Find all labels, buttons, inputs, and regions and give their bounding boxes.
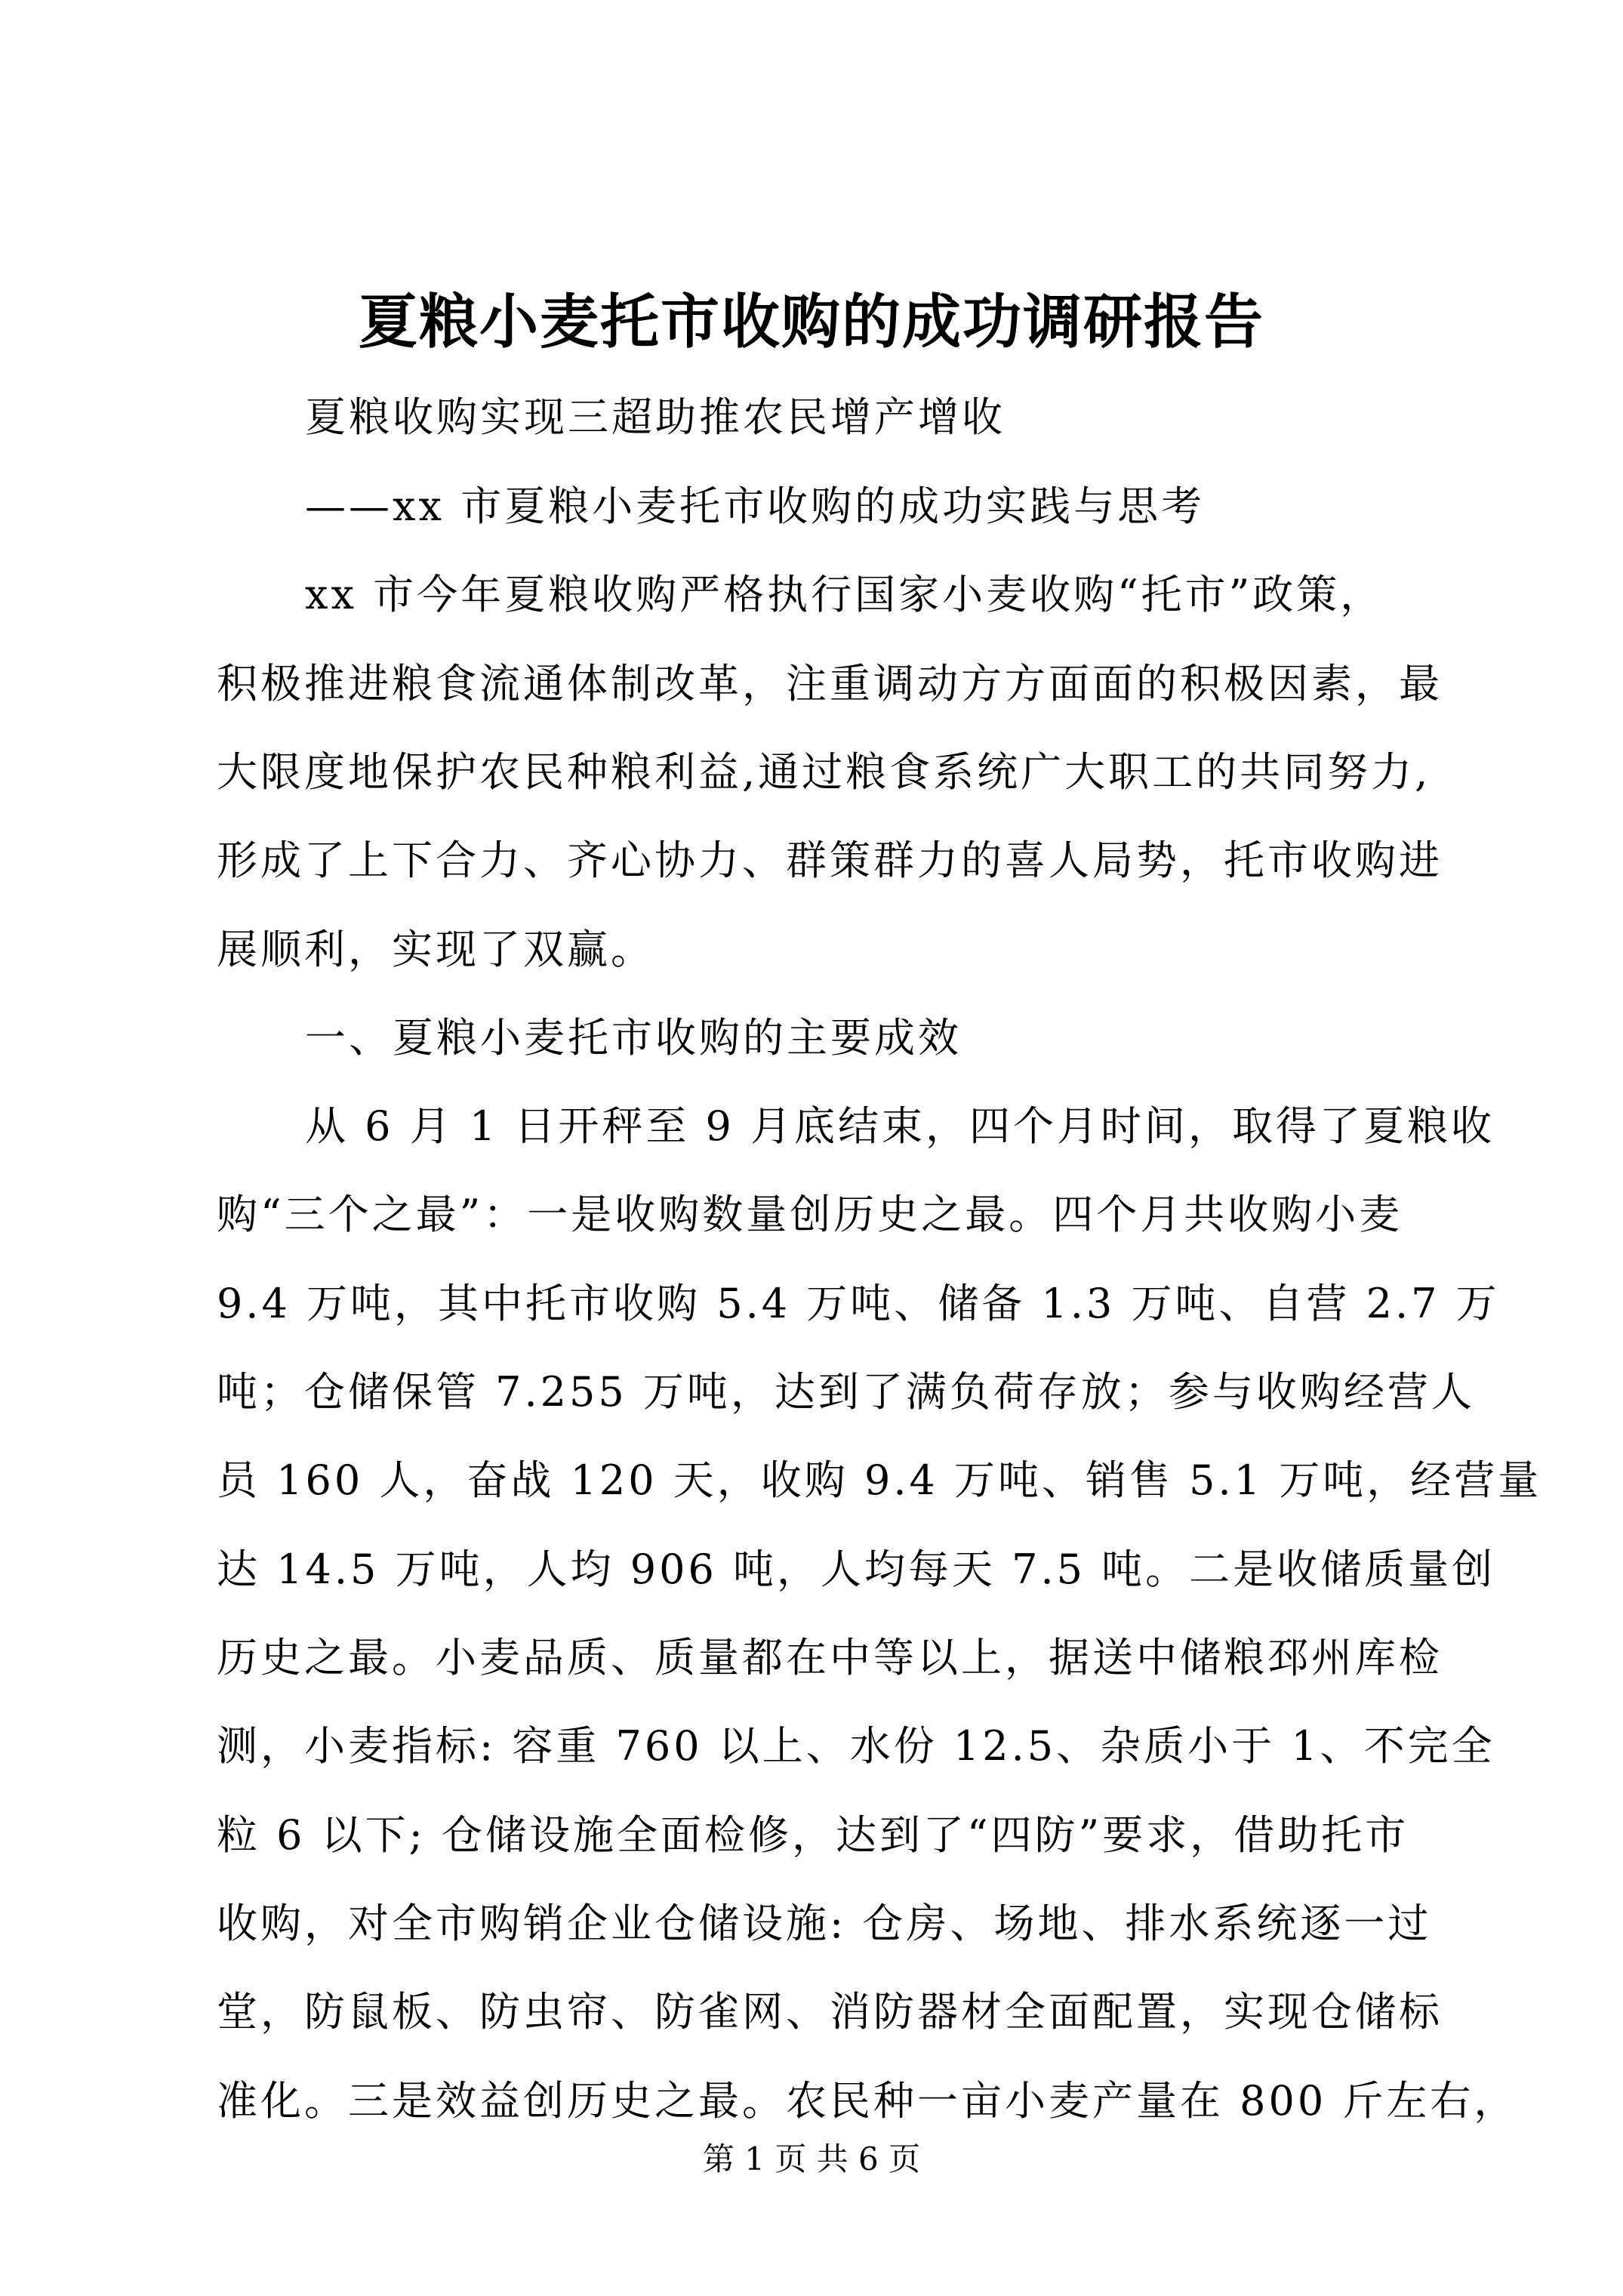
paragraph2-line: 收购，对全市购销企业仓储设施: 仓房、场地、排水系统逐一过 [217, 1900, 1432, 1947]
paragraph2-line: 达 14.5 万吨，人均 906 吨，人均每天 7.5 吨。二是收储质量创 [217, 1546, 1496, 1593]
paragraph1-line: 形成了上下合力、齐心协力、群策群力的喜人局势，托市收购进 [217, 837, 1443, 884]
paragraph2-line: 准化。三是效益创历史之最。农民种一亩小麦产量在 800 斤左右， [217, 2077, 1518, 2125]
paragraph1-line: 大限度地保护农民种粮利益,通过粮食系统广大职工的共同努力, [217, 748, 1431, 796]
paragraph2-line: 吨；仓储保管 7.255 万吨，达到了满负荷存放；参与收购经营人 [217, 1368, 1475, 1416]
subtitle: 夏粮收购实现三超助推农民增产增收 [305, 393, 1006, 441]
paragraph2-line: 测，小麦指标: 容重 760 以上、水份 12.5、杂质小于 1、不完全 [217, 1722, 1495, 1770]
paragraph2-line: 从 6 月 1 日开秤至 9 月底结束，四个月时间，取得了夏粮收 [305, 1102, 1495, 1150]
paragraph2-line: 购“三个之最”：一是收购数量创历史之最。四个月共收购小麦 [217, 1191, 1403, 1238]
paragraph2-line: 员 160 人，奋战 120 天，收购 9.4 万吨、销售 5.1 万吨，经营量 [217, 1456, 1542, 1504]
paragraph2-line: 粒 6 以下; 仓储设施全面检修，达到了“四防”要求，借助托市 [217, 1811, 1409, 1859]
section-heading: 一、夏粮小麦托市收购的主要成效 [305, 1014, 962, 1062]
paragraph1-line: xx 市今年夏粮收购严格执行国家小麦收购“托市”政策， [305, 571, 1384, 618]
paragraph2-line: 历史之最。小麦品质、质量都在中等以上，据送中储粮邳州库检 [217, 1634, 1443, 1681]
paragraph2-line: 9.4 万吨，其中托市收购 5.4 万吨、储备 1.3 万吨、自营 2.7 万 [217, 1280, 1500, 1327]
paragraph1-line: 展顺利，实现了双赢。 [217, 926, 654, 973]
paragraph1-line: 积极推进粮食流通体制改革，注重调动方方面面的积极因素，最 [217, 660, 1443, 707]
document-title: 夏粮小麦托市收购的成功调研报告 [358, 288, 1264, 356]
page-footer: 第 1 页 共 6 页 [702, 2140, 921, 2177]
paragraph2-line: 堂，防鼠板、防虫帘、防雀网、消防器材全面配置，实现仓储标 [217, 1988, 1443, 2036]
dash-subtitle: ——xx 市夏粮小麦托市收购的成功实践与思考 [305, 482, 1206, 530]
